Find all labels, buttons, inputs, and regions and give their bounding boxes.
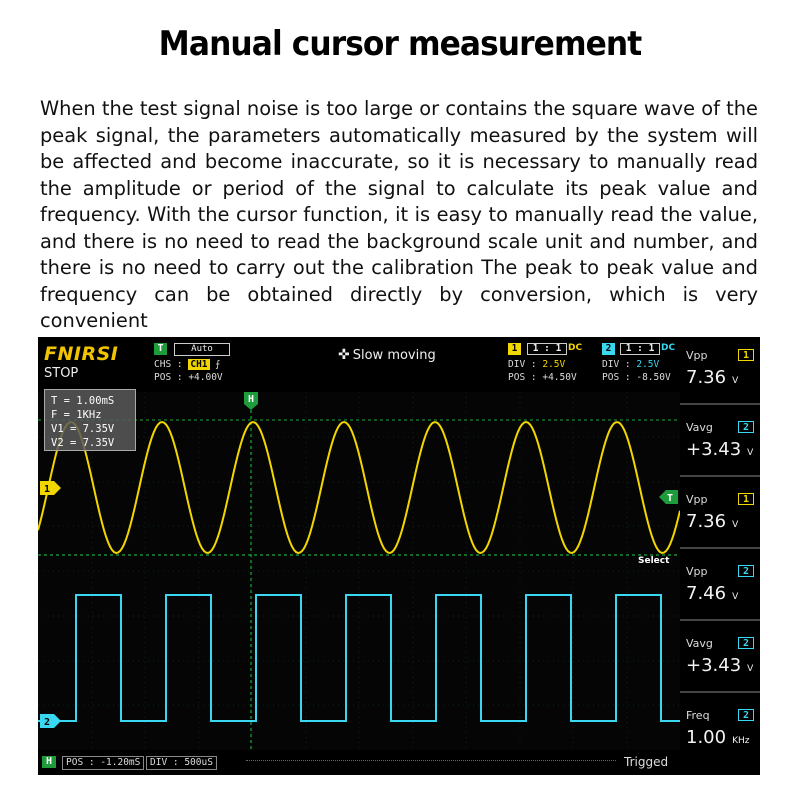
ch1-pos-label: POS : bbox=[508, 372, 537, 383]
rising-edge-icon: ⨍ bbox=[215, 359, 221, 370]
ch2-probe-ratio[interactable]: 1 : 1 bbox=[620, 343, 660, 355]
measurement-label: Vavg bbox=[686, 637, 713, 650]
measurement-value-wrap bbox=[686, 583, 738, 604]
trigger-pos: POS : +4.00V bbox=[154, 372, 223, 383]
trigger-channel[interactable] bbox=[154, 359, 220, 370]
ch2-tag[interactable]: 2 bbox=[602, 343, 615, 355]
measurement-channel: 2 bbox=[738, 637, 754, 649]
bottom-status-bar bbox=[38, 750, 680, 775]
ch1-probe-ratio[interactable]: 1 : 1 bbox=[527, 343, 567, 355]
measurement-item[interactable] bbox=[680, 337, 760, 405]
select-label[interactable]: Select bbox=[638, 556, 670, 566]
trigger-mode[interactable]: Auto bbox=[174, 343, 230, 356]
measurement-value-wrap bbox=[686, 511, 738, 532]
description-paragraph: When the test signal noise is too large or contains the square wave of the peak signal, the parameters automatically measured by the system will be affected and become inaccurate, so it is necessary to manually read the amplitude or period of the signal to calculate its peak value and frequency. With the cursor function, it is easy to manually read the value, and there is no need to read the background scale unit and number, and there is no need to carry out the calibration The peak to peak value and frequency can be obtained directly by conversion, which is very convenient bbox=[40, 97, 758, 332]
h-position-marker bbox=[244, 392, 258, 410]
horizontal-pos[interactable]: POS : -1.20mS bbox=[62, 756, 144, 770]
trigger-status: Trigged bbox=[624, 755, 669, 769]
measurement-label: Vpp bbox=[686, 349, 708, 362]
run-status[interactable]: STOP bbox=[44, 366, 79, 381]
ch2-div bbox=[602, 359, 659, 370]
ch2-div-label: DIV : bbox=[602, 359, 631, 370]
measurement-value: +3.43 bbox=[686, 655, 742, 676]
ch1-marker-label: 1 bbox=[43, 484, 51, 495]
measurement-value: 7.36 bbox=[686, 367, 727, 388]
measurement-item[interactable] bbox=[680, 625, 760, 693]
ch1-level-marker bbox=[40, 481, 61, 495]
ch1-div bbox=[508, 359, 565, 370]
measurement-unit: V bbox=[732, 376, 739, 386]
cursor-period: T = 1.00mS bbox=[51, 395, 115, 407]
cursor-v2: V2 = 7.35V bbox=[51, 437, 115, 449]
measurement-channel: 1 bbox=[738, 349, 754, 361]
ch1-pos bbox=[508, 372, 577, 383]
measurement-value-wrap bbox=[686, 655, 753, 676]
ch2-pos-value: -8.50V bbox=[636, 372, 671, 383]
page-title: Manual cursor measurement bbox=[158, 24, 642, 64]
move-mode-label: Slow moving bbox=[352, 348, 436, 363]
move-mode[interactable] bbox=[338, 347, 436, 363]
trigger-chs-value: CH1 bbox=[190, 359, 208, 370]
measurement-unit: V bbox=[747, 664, 754, 674]
measurement-channel: 2 bbox=[738, 565, 754, 577]
measurement-value-wrap bbox=[686, 439, 753, 460]
ch2-level-marker bbox=[40, 714, 61, 728]
measurement-item[interactable] bbox=[680, 697, 760, 765]
measurement-unit: V bbox=[747, 448, 754, 458]
measurement-value: +3.43 bbox=[686, 439, 742, 460]
measurement-value: 7.36 bbox=[686, 511, 727, 532]
horizontal-div[interactable]: DIV : 500uS bbox=[146, 756, 217, 770]
measurement-label: Vavg bbox=[686, 421, 713, 434]
measurement-label: Vpp bbox=[686, 565, 708, 578]
measurement-sidebar bbox=[680, 337, 760, 775]
measurement-item[interactable] bbox=[680, 409, 760, 477]
ch2-div-value: 2.5V bbox=[636, 359, 660, 370]
measurement-item[interactable] bbox=[680, 553, 760, 621]
measurement-label: Vpp bbox=[686, 493, 708, 506]
top-status-bar bbox=[38, 337, 680, 392]
trigger-chs-label: CHS : bbox=[154, 359, 183, 370]
timebase-scale bbox=[246, 760, 616, 765]
measurement-unit: KHz bbox=[732, 736, 750, 746]
ch1-pos-value: +4.50V bbox=[542, 372, 577, 383]
measurement-channel: 1 bbox=[738, 493, 754, 505]
ch1-div-label: DIV : bbox=[508, 359, 537, 370]
measurement-channel: 2 bbox=[738, 421, 754, 433]
measurement-value: 1.00 bbox=[686, 727, 727, 748]
measurement-label: Freq bbox=[686, 709, 710, 722]
t-marker-label: T bbox=[666, 493, 674, 504]
measurement-unit: V bbox=[732, 592, 739, 602]
measurement-unit: V bbox=[732, 520, 739, 530]
ch1-coupling[interactable]: DC bbox=[568, 343, 583, 353]
cursor-readout-panel bbox=[44, 389, 136, 451]
ch2-pos bbox=[602, 372, 671, 383]
ch1-div-value: 2.5V bbox=[542, 359, 566, 370]
ch1-tag[interactable]: 1 bbox=[508, 343, 521, 355]
measurement-value-wrap bbox=[686, 727, 749, 748]
move-arrows-icon: ✜ bbox=[338, 347, 350, 363]
brand-logo: FNIRSI bbox=[44, 343, 119, 365]
ch2-pos-label: POS : bbox=[602, 372, 631, 383]
h-marker-label: H bbox=[247, 394, 255, 405]
measurement-value-wrap bbox=[686, 367, 738, 388]
measurement-item[interactable] bbox=[680, 481, 760, 549]
measurement-channel: 2 bbox=[738, 709, 754, 721]
measurement-value: 7.46 bbox=[686, 583, 727, 604]
cursor-frequency: F = 1KHz bbox=[51, 409, 102, 421]
trigger-level-marker bbox=[659, 490, 678, 504]
horizontal-tag[interactable]: H bbox=[42, 756, 56, 768]
cursor-v1: V1 = 7.35V bbox=[51, 423, 115, 435]
ch2-coupling[interactable]: DC bbox=[661, 343, 676, 353]
ch2-marker-label: 2 bbox=[43, 717, 51, 728]
oscilloscope-screen bbox=[38, 337, 760, 775]
trigger-tag: T bbox=[154, 343, 167, 355]
